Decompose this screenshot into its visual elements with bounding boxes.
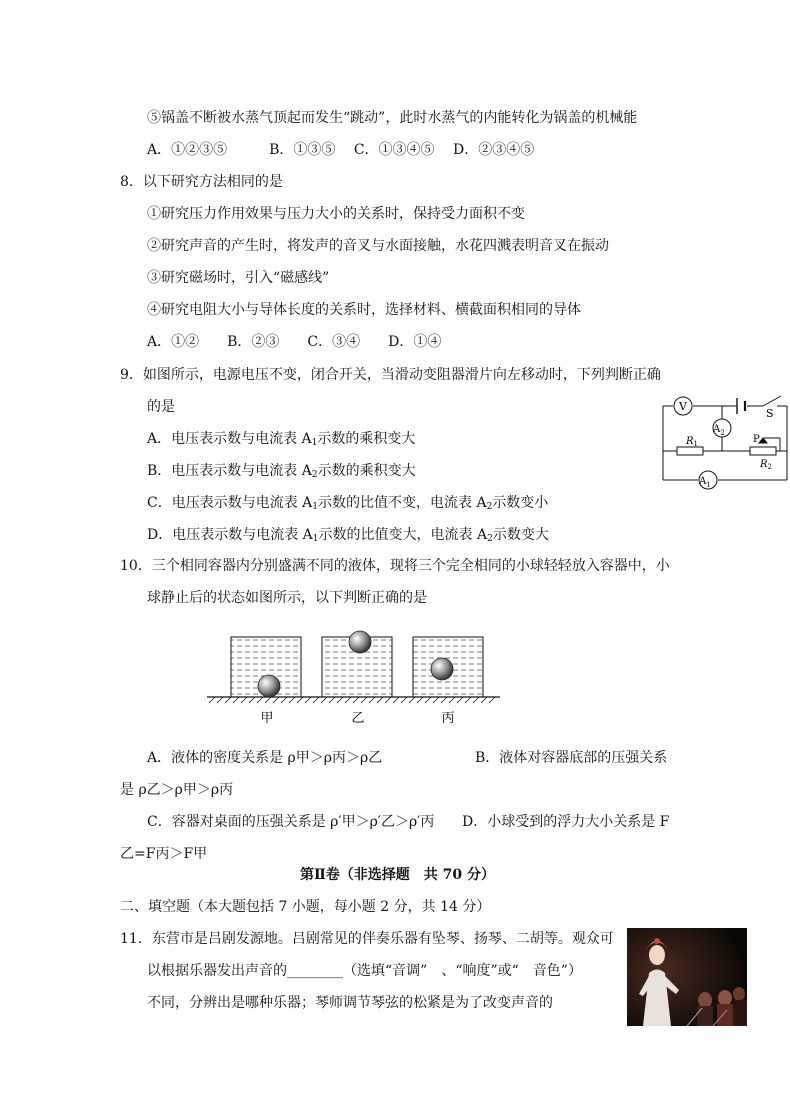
q9-option-d: D．电压表示数与电流表 $A_1$示数的比值变大，电流表 $A_2$示数变大	[147, 527, 549, 544]
ball-bing	[431, 658, 453, 680]
q9-stem-line1: 9．如图所示，电源电压不变，闭合开关，当滑动变阻器滑片向左移动时，下列判断正确	[120, 367, 661, 383]
part2-section: 二、填空题（本大题包括 7 小题，每小题 2 分，共 14 分）	[120, 899, 491, 915]
q11-line2: 以根据乐器发出声音的________（选填“音调” 、“响度”或“ 音色”）	[147, 963, 582, 979]
q10-stem-line2: 球静止后的状态如图所示，以下判断正确的是	[147, 590, 427, 606]
container-yi	[322, 631, 392, 697]
q9-option-c: C．电压表示数与电流表 $A_1$示数的比值不变，电流表 $A_2$示数变小	[147, 495, 549, 512]
label-yi: 乙	[351, 711, 365, 726]
rheostat-slider-label: P	[753, 434, 760, 445]
ball-jia	[258, 675, 280, 697]
q10-option-a: A．液体的密度关系是 ρ甲＞ρ丙＞ρ乙	[147, 750, 383, 766]
rheostat-r2	[750, 447, 776, 455]
ammeter-a1-label: $A_1$	[699, 476, 711, 489]
q8-item1: ①研究压力作用效果与压力大小的关系时，保持受力面积不变	[147, 206, 525, 222]
q9-stem-line2: 的是	[147, 399, 175, 415]
switch-label: S	[766, 407, 774, 420]
resistor-r1	[677, 447, 703, 455]
q8-options: A．①② B．②③ C．③④ D．①④	[147, 334, 442, 350]
q10-option-d-line1: D．小球受到的浮力大小关系是 F	[462, 814, 670, 830]
ammeter-a2-label: $A_2$	[713, 424, 725, 437]
q7-item5: ⑤锅盖不断被水蒸气顶起而发生“跳动”，此时水蒸气的内能转化为锅盖的机械能	[147, 110, 638, 126]
q8-item3: ③研究磁场时，引入“磁感线”	[147, 270, 330, 286]
q8-stem: 8．以下研究方法相同的是	[120, 174, 283, 190]
q10-stem-line1: 10．三个相同容器内分别盛满不同的液体，现将三个完全相同的小球轻轻放入容器中，小	[120, 558, 670, 574]
resistor-r1-label: $R_1$	[686, 436, 698, 448]
q8-item4: ④研究电阻大小与导体长度的关系时，选择材料、横截面积相同的导体	[147, 302, 581, 318]
voltmeter-label: V	[679, 400, 687, 413]
q9-option-a: A．电压表示数与电流表 $A_1$示数的乘积变大	[147, 431, 416, 448]
container-jia	[231, 637, 301, 697]
q9-option-b: B．电压表示数与电流表 $A_2$示数的乘积变大	[147, 463, 416, 480]
containers-figure	[205, 625, 505, 730]
q11-line3: 不同，分辨出是哪种乐器；琴师调节琴弦的松紧是为了改变声音的	[147, 995, 553, 1011]
label-bing: 丙	[441, 711, 455, 726]
rheostat-r2-label: $R_2$	[760, 459, 772, 471]
q10-option-c: C．容器对桌面的压强关系是 ρ′甲＞ρ′乙＞ρ′丙	[147, 814, 435, 830]
q7-options: A．①②③⑤ B．①③⑤ C．①③④⑤ D．②③④⑤	[147, 142, 535, 158]
label-jia: 甲	[260, 711, 274, 726]
q10-option-b-line1: B．液体对容器底部的压强关系	[475, 750, 668, 766]
container-bing	[413, 637, 483, 697]
q10-option-b-line2: 是 ρ乙＞ρ甲＞ρ丙	[120, 782, 234, 798]
q10-option-d-line2: 乙=F丙＞F甲	[120, 846, 208, 862]
q11-line1: 11．东营市是吕剧发源地。吕剧常见的伴奏乐器有坠琴、扬琴、二胡等。观众可	[120, 931, 614, 947]
ball-yi	[349, 631, 371, 653]
circuit-diagram	[655, 390, 790, 492]
opera-performance-photo	[627, 928, 747, 1026]
part2-title: 第Ⅱ卷（非选择题 共 70 分）	[300, 867, 496, 883]
q8-item2: ②研究声音的产生时，将发声的音叉与水面接触，水花四溅表明音叉在振动	[147, 238, 609, 254]
